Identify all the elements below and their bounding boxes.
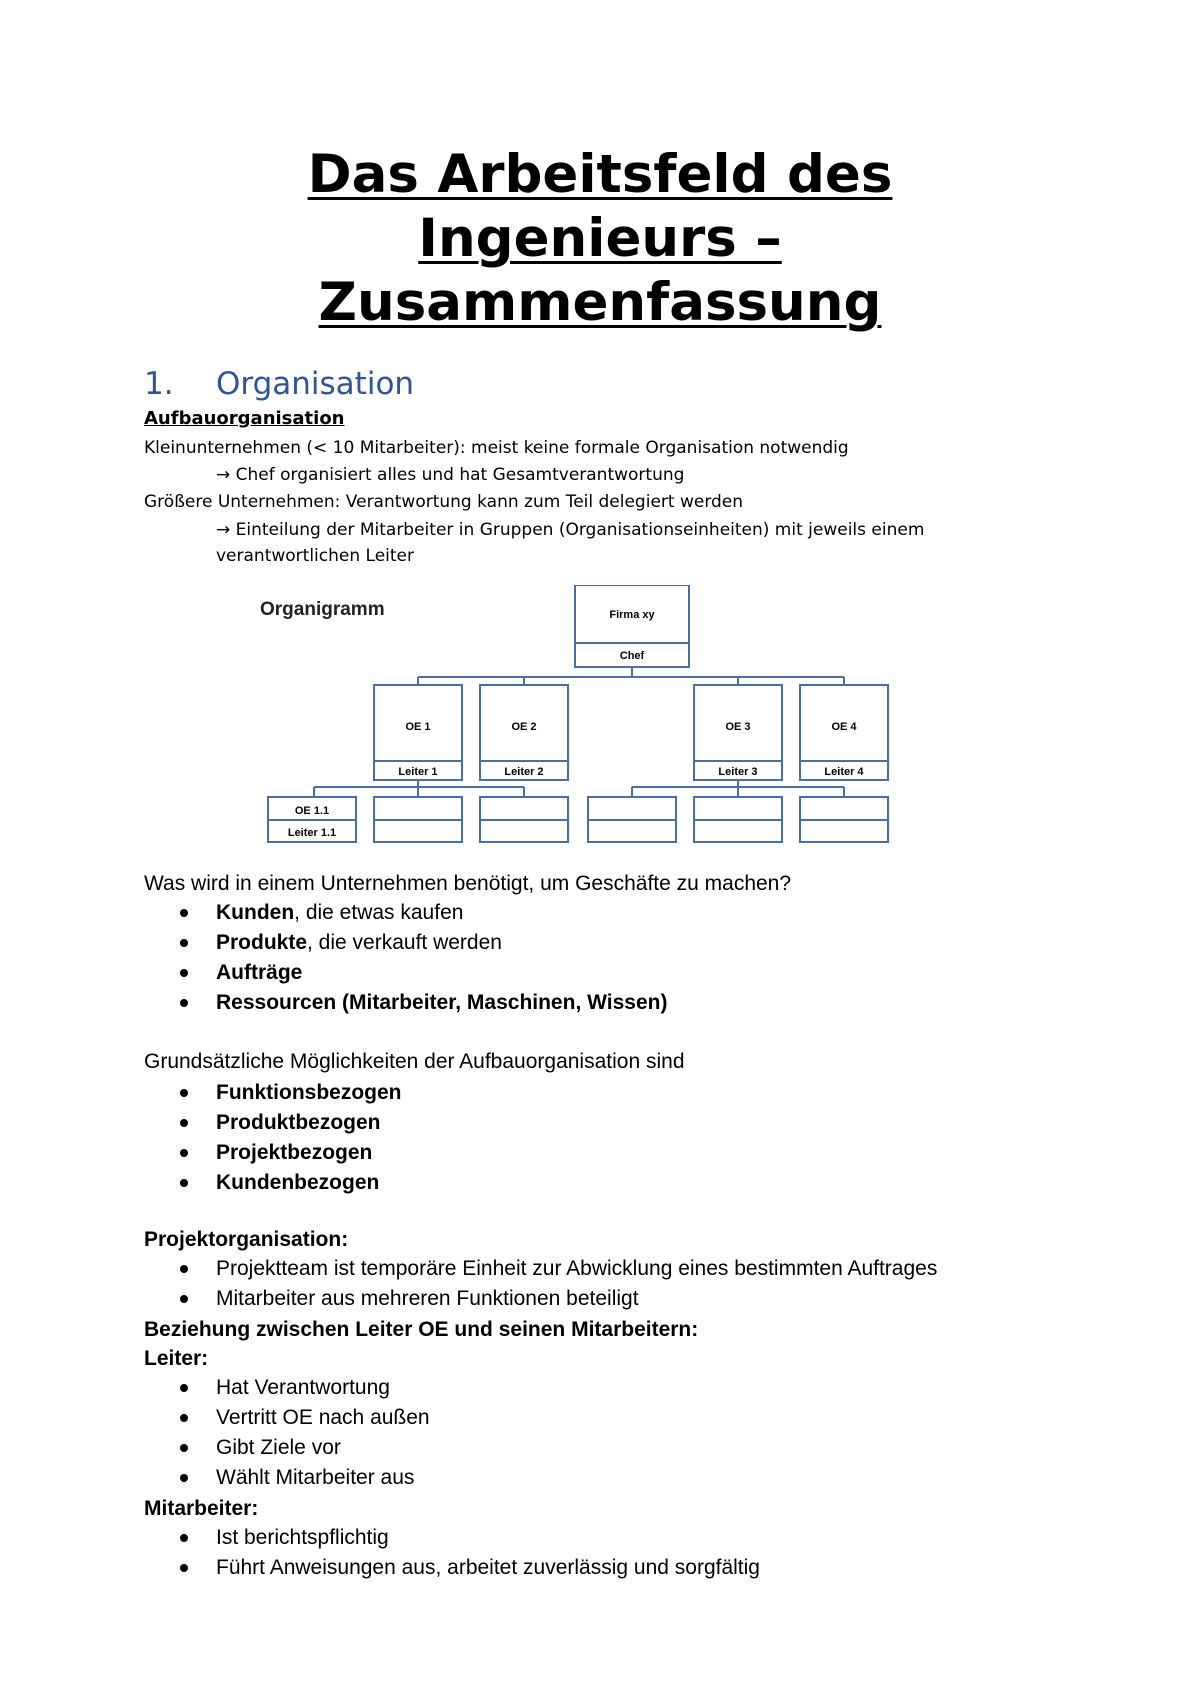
title-line-2: Ingenieurs –	[418, 208, 782, 269]
aufbauorganisation-heading: Aufbauorganisation	[144, 408, 345, 429]
beziehung-heading: Beziehung zwischen Leiter OE und seinen Mitarbeitern:	[144, 1318, 699, 1341]
list-item: Ist berichtspflichtig	[144, 1523, 760, 1553]
bullet-icon	[180, 1295, 188, 1303]
org-subunit-box	[268, 797, 356, 842]
org-unit-name: OE 3	[725, 721, 751, 733]
list-item: Projektbezogen	[144, 1138, 402, 1168]
org-unit-leader: Leiter 2	[504, 766, 544, 778]
aufbau-line-4: → Einteilung der Mitarbeiter in Gruppen (Organisationseinheiten) mit jeweils einem	[216, 520, 925, 540]
bullet-icon	[180, 1384, 188, 1392]
bullet-icon	[180, 1534, 188, 1542]
bullet-icon	[180, 1089, 188, 1097]
bullet-icon	[180, 1149, 188, 1157]
bullet-icon	[180, 1414, 188, 1422]
mitarbeiter-heading: Mitarbeiter:	[144, 1497, 259, 1520]
list-item: Führt Anweisungen aus, arbeitet zuverlässig und sorgfältig	[144, 1553, 760, 1583]
bullet-icon	[180, 939, 188, 947]
leiter-heading: Leiter:	[144, 1347, 209, 1370]
org-unit-box-4	[800, 685, 888, 780]
aufbau-line-3: Größere Unternehmen: Verantwortung kann zum Teil delegiert werden	[144, 492, 744, 512]
list-item: Ressourcen (Mitarbeiter, Maschinen, Wissen)	[144, 988, 667, 1018]
section-heading-organisation	[144, 364, 414, 404]
needs-intro: Was wird in einem Unternehmen benötigt, um Geschäfte zu machen?	[144, 872, 792, 895]
org-unit-leader: Leiter 4	[824, 766, 864, 778]
projekt-list	[144, 1254, 937, 1314]
bullet-icon	[180, 1179, 188, 1187]
bullet-icon	[180, 909, 188, 917]
organigramm-chart	[260, 585, 900, 850]
list-item: Produktbezogen	[144, 1108, 402, 1138]
options-intro: Grundsätzliche Möglichkeiten der Aufbauorganisation sind	[144, 1050, 685, 1073]
bullet-icon	[180, 1265, 188, 1273]
org-subunit-leader: Leiter 1.1	[287, 827, 337, 839]
list-item: Vertritt OE nach außen	[144, 1403, 430, 1433]
organigramm-figure	[260, 585, 900, 850]
bullet-icon	[180, 969, 188, 977]
org-unit-box-3	[694, 685, 782, 780]
bullet-icon	[180, 1474, 188, 1482]
org-unit-leader: Leiter 1	[398, 766, 438, 778]
aufbau-line-2: → Chef organisiert alles und hat Gesamtverantwortung	[216, 465, 685, 485]
org-root-role: Chef	[619, 650, 645, 662]
leiter-list	[144, 1373, 430, 1493]
list-item: Projektteam ist temporäre Einheit zur Abwicklung eines bestimmten Auftrages	[144, 1254, 937, 1284]
org-unit-leader: Leiter 3	[718, 766, 758, 778]
options-list	[144, 1078, 402, 1198]
list-item: Aufträge	[144, 958, 667, 988]
bullet-icon	[180, 1119, 188, 1127]
organigramm-label: Organigramm	[260, 599, 385, 620]
title-line-1: Das Arbeitsfeld des	[307, 144, 893, 205]
org-root-name: Firma xy	[609, 609, 655, 621]
bullet-icon	[180, 1564, 188, 1572]
list-item: Produkte, die verkauft werden	[144, 928, 667, 958]
bullet-icon	[180, 999, 188, 1007]
aufbau-line-1: Kleinunternehmen (< 10 Mitarbeiter): meist keine formale Organisation notwendig	[144, 438, 849, 458]
org-subunit-name: OE 1.1	[294, 805, 330, 817]
list-item: Hat Verantwortung	[144, 1373, 430, 1403]
org-unit-name: OE 1	[405, 721, 431, 733]
bullet-icon	[180, 1444, 188, 1452]
section-title: Organisation	[216, 366, 415, 402]
list-item: Kunden, die etwas kaufen	[144, 898, 667, 928]
projektorganisation-heading: Projektorganisation:	[144, 1228, 349, 1251]
section-number: 1.	[144, 366, 174, 402]
list-item: Wählt Mitarbeiter aus	[144, 1463, 430, 1493]
org-unit-name: OE 2	[511, 721, 537, 733]
org-unit-box-1	[374, 685, 462, 780]
mitarbeiter-list	[144, 1523, 760, 1583]
list-item: Gibt Ziele vor	[144, 1433, 430, 1463]
needs-list	[144, 898, 667, 1018]
org-unit-box-2	[480, 685, 568, 780]
list-item: Mitarbeiter aus mehreren Funktionen beteiligt	[144, 1284, 937, 1314]
org-root-box	[575, 585, 689, 667]
list-item: Funktionsbezogen	[144, 1078, 402, 1108]
org-unit-name: OE 4	[831, 721, 857, 733]
org-empty-subunits	[374, 797, 888, 842]
title-line-3: Zusammenfassung	[318, 272, 882, 333]
list-item: Kundenbezogen	[144, 1168, 402, 1198]
document-title	[200, 143, 1000, 335]
aufbau-line-5: verantwortlichen Leiter	[216, 546, 414, 566]
